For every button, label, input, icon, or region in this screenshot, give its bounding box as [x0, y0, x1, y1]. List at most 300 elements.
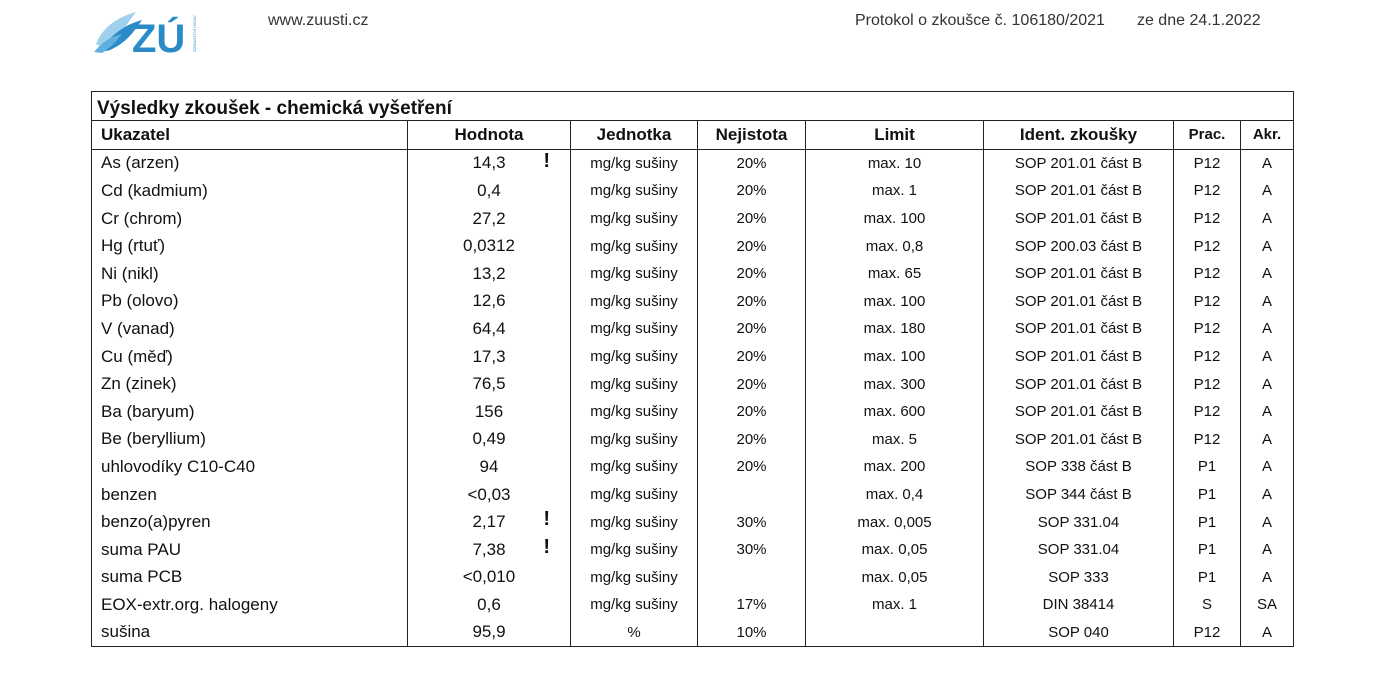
unit-cell-text: mg/kg sušiny [590, 375, 678, 393]
unit-cell-text: mg/kg sušiny [590, 210, 678, 228]
value-cell-text: 13,2 [472, 263, 506, 283]
uncertainty-cell [698, 343, 806, 371]
value-cell [408, 426, 571, 454]
test-id-cell-text: SOP 201.01 část B [1014, 210, 1143, 228]
workplace-cell-text: P12 [1193, 320, 1221, 338]
value-cell-text: 0,49 [472, 429, 506, 449]
limit-cell-text: max. 10 [867, 154, 922, 172]
limit-cell-text: max. 300 [863, 375, 926, 393]
uncertainty-cell-text: 20% [736, 458, 767, 476]
limit-cell [806, 398, 984, 426]
uncertainty-cell [698, 508, 806, 536]
test-id-cell-text: SOP 333 [1048, 568, 1109, 586]
unit-cell [571, 508, 698, 536]
indicator-cell-text: EOX-extr.org. halogeny [101, 594, 278, 614]
unit-cell-text: mg/kg sušiny [590, 458, 678, 476]
limit-cell-text: max. 0,8 [865, 237, 924, 255]
accreditation-cell-text: A [1261, 154, 1272, 172]
test-id-cell-text: SOP 201.01 část B [1014, 375, 1143, 393]
indicator-cell [92, 426, 408, 454]
uncertainty-cell [698, 564, 806, 592]
test-id-cell [984, 426, 1174, 454]
unit-cell [571, 591, 698, 619]
unit-cell [571, 288, 698, 316]
column-header: Prac. [1174, 121, 1241, 150]
test-id-cell [984, 508, 1174, 536]
unit-cell [571, 260, 698, 288]
accreditation-cell [1241, 453, 1294, 481]
accreditation-cell [1241, 536, 1294, 564]
unit-cell [571, 426, 698, 454]
indicator-cell [92, 564, 408, 592]
unit-cell [571, 481, 698, 509]
accreditation-cell [1241, 288, 1294, 316]
uncertainty-cell-text: 17% [736, 596, 767, 614]
column-header: Jednotka [571, 121, 698, 150]
indicator-cell [92, 453, 408, 481]
uncertainty-cell-text: 30% [736, 541, 767, 559]
limit-cell-text: max. 100 [863, 210, 926, 228]
table-row [92, 619, 1294, 647]
accreditation-cell-text: A [1261, 237, 1272, 255]
unit-cell-text: mg/kg sušiny [590, 513, 678, 531]
value-cell [408, 343, 571, 371]
accreditation-cell-text: A [1261, 182, 1272, 200]
indicator-cell [92, 232, 408, 260]
indicator-cell [92, 591, 408, 619]
limit-cell [806, 508, 984, 536]
limit-cell [806, 260, 984, 288]
limit-cell [806, 232, 984, 260]
indicator-cell-text: Hg (rtuť) [101, 236, 165, 256]
column-header: Ukazatel [92, 121, 408, 150]
workplace-cell [1174, 260, 1241, 288]
indicator-cell [92, 508, 408, 536]
test-id-cell-text: SOP 200.03 část B [1014, 237, 1143, 255]
indicator-cell [92, 481, 408, 509]
value-cell [408, 370, 571, 398]
limit-cell [806, 343, 984, 371]
value-cell-text: 76,5 [472, 374, 506, 394]
limit-cell [806, 370, 984, 398]
unit-cell [571, 536, 698, 564]
unit-cell-text: mg/kg sušiny [590, 348, 678, 366]
workplace-cell [1174, 536, 1241, 564]
limit-cell-text: max. 100 [863, 348, 926, 366]
test-id-cell [984, 536, 1174, 564]
limit-cell [806, 453, 984, 481]
svg-text:ZÚ: ZÚ [132, 17, 186, 58]
uncertainty-cell [698, 315, 806, 343]
uncertainty-cell [698, 481, 806, 509]
value-cell-text: 156 [474, 401, 504, 421]
test-id-cell [984, 481, 1174, 509]
unit-cell [571, 315, 698, 343]
indicator-cell [92, 288, 408, 316]
accreditation-cell-text: A [1261, 430, 1272, 448]
uncertainty-cell-text: 20% [736, 154, 767, 172]
table-row [92, 232, 1294, 260]
table-row [92, 508, 1294, 536]
unit-cell [571, 453, 698, 481]
test-id-cell [984, 370, 1174, 398]
value-cell-text: 7,38 [472, 539, 506, 559]
value-cell [408, 481, 571, 509]
uncertainty-cell [698, 370, 806, 398]
limit-cell-text: max. 1 [871, 182, 917, 200]
column-header: Limit [806, 121, 984, 150]
indicator-cell-text: suma PAU [101, 539, 181, 559]
table-row [92, 398, 1294, 426]
workplace-cell-text: P1 [1197, 541, 1217, 559]
accreditation-cell-text: A [1261, 320, 1272, 338]
uncertainty-cell-text: 20% [736, 210, 767, 228]
indicator-cell [92, 315, 408, 343]
unit-cell [571, 205, 698, 233]
workplace-cell-text: P12 [1193, 403, 1221, 421]
accreditation-cell-text: A [1261, 348, 1272, 366]
unit-cell [571, 232, 698, 260]
unit-cell-text: % [627, 623, 641, 641]
limit-cell [806, 591, 984, 619]
limit-cell [806, 177, 984, 205]
uncertainty-cell [698, 149, 806, 177]
accreditation-cell-text: A [1261, 486, 1272, 504]
unit-cell-text: mg/kg sušiny [590, 596, 678, 614]
workplace-cell-text: P12 [1193, 265, 1221, 283]
workplace-cell [1174, 343, 1241, 371]
accreditation-cell-text: A [1261, 375, 1272, 393]
accreditation-cell [1241, 232, 1294, 260]
unit-cell-text: mg/kg sušiny [590, 292, 678, 310]
value-cell-text: 2,17 [472, 512, 506, 532]
accreditation-cell [1241, 205, 1294, 233]
value-cell [408, 619, 571, 647]
limit-cell-text: max. 180 [863, 320, 926, 338]
value-cell-text: 64,4 [472, 318, 506, 338]
accreditation-cell-text: A [1261, 403, 1272, 421]
uncertainty-cell [698, 619, 806, 647]
uncertainty-cell-text: 20% [736, 265, 767, 283]
value-cell [408, 205, 571, 233]
unit-cell-text: mg/kg sušiny [590, 265, 678, 283]
unit-cell [571, 149, 698, 177]
indicator-cell [92, 177, 408, 205]
limit-cell-text: max. 5 [871, 430, 917, 448]
test-id-cell [984, 398, 1174, 426]
accreditation-cell-text: A [1261, 292, 1272, 310]
workplace-cell [1174, 481, 1241, 509]
value-cell-text: 27,2 [472, 208, 506, 228]
uncertainty-cell-text: 20% [736, 320, 767, 338]
workplace-cell [1174, 591, 1241, 619]
workplace-cell [1174, 205, 1241, 233]
protocol-header [855, 12, 1261, 30]
test-id-cell [984, 177, 1174, 205]
unit-cell-text: mg/kg sušiny [590, 237, 678, 255]
table-row [92, 288, 1294, 316]
limit-cell-text: max. 1 [871, 596, 917, 614]
workplace-cell [1174, 370, 1241, 398]
workplace-cell [1174, 426, 1241, 454]
table-row [92, 591, 1294, 619]
workplace-cell-text: S [1201, 596, 1212, 614]
protocol-date: ze dne 24.1.2022 [1136, 12, 1261, 29]
value-cell-text: <0,03 [467, 484, 511, 504]
table-row [92, 315, 1294, 343]
accreditation-cell [1241, 564, 1294, 592]
website-link[interactable]: www.zuusti.cz [268, 12, 369, 29]
value-cell-text: 14,3 [472, 153, 506, 173]
table-row [92, 149, 1294, 177]
indicator-cell [92, 205, 408, 233]
svg-text:ZDRAVOTNÍ ÚSTAV: ZDRAVOTNÍ ÚSTAV [192, 15, 197, 52]
test-id-cell-text: SOP 338 část B [1025, 458, 1132, 476]
test-id-cell [984, 149, 1174, 177]
indicator-cell [92, 398, 408, 426]
uncertainty-cell-text: 20% [736, 430, 767, 448]
workplace-cell-text: P12 [1193, 375, 1221, 393]
test-id-cell-text: SOP 331.04 [1037, 541, 1120, 559]
accreditation-cell [1241, 343, 1294, 371]
workplace-cell [1174, 177, 1241, 205]
test-id-cell [984, 564, 1174, 592]
limit-cell-text: max. 100 [863, 292, 926, 310]
uncertainty-cell [698, 232, 806, 260]
accreditation-cell-text: A [1261, 210, 1272, 228]
indicator-cell-text: uhlovodíky C10-C40 [101, 456, 256, 476]
test-id-cell [984, 619, 1174, 647]
results-table [91, 91, 1294, 647]
unit-cell [571, 619, 698, 647]
test-id-cell-text: SOP 201.01 část B [1014, 430, 1143, 448]
column-header: Ident. zkoušky [984, 121, 1174, 150]
limit-cell [806, 426, 984, 454]
workplace-cell [1174, 149, 1241, 177]
limit-cell-text: max. 0,4 [865, 486, 924, 504]
workplace-cell-text: P1 [1197, 486, 1217, 504]
workplace-cell-text: P12 [1193, 182, 1221, 200]
limit-cell-text: max. 65 [867, 265, 922, 283]
test-id-cell-text: SOP 344 část B [1025, 486, 1132, 504]
workplace-cell-text: P12 [1193, 210, 1221, 228]
test-id-cell [984, 343, 1174, 371]
accreditation-cell-text: A [1261, 541, 1272, 559]
accreditation-cell [1241, 508, 1294, 536]
table-row [92, 481, 1294, 509]
test-id-cell [984, 315, 1174, 343]
value-cell-text: 95,9 [472, 622, 506, 642]
accreditation-cell [1241, 370, 1294, 398]
unit-cell-text: mg/kg sušiny [590, 486, 678, 504]
limit-cell [806, 536, 984, 564]
value-cell [408, 564, 571, 592]
value-cell-text: 0,4 [477, 180, 501, 200]
limit-cell-text: max. 0,005 [857, 513, 932, 531]
value-cell-text: <0,010 [462, 567, 516, 587]
accreditation-cell-text: A [1261, 458, 1272, 476]
workplace-cell [1174, 315, 1241, 343]
limit-cell-text: max. 600 [863, 403, 926, 421]
accreditation-cell [1241, 260, 1294, 288]
indicator-cell-text: suma PCB [101, 567, 183, 587]
uncertainty-cell-text: 20% [736, 182, 767, 200]
column-header: Akr. [1241, 121, 1294, 150]
limit-cell [806, 564, 984, 592]
test-id-cell-text: DIN 38414 [1042, 596, 1115, 614]
accreditation-cell [1241, 481, 1294, 509]
indicator-cell [92, 536, 408, 564]
limit-cell [806, 149, 984, 177]
workplace-cell-text: P1 [1197, 513, 1217, 531]
workplace-cell-text: P1 [1197, 568, 1217, 586]
uncertainty-cell-text: 20% [736, 375, 767, 393]
limit-cell [806, 315, 984, 343]
uncertainty-cell [698, 260, 806, 288]
limit-cell [806, 619, 984, 647]
workplace-cell-text: P12 [1193, 623, 1221, 641]
indicator-cell-text: V (vanad) [101, 318, 175, 338]
limit-exceeded-flag: ! [543, 149, 550, 172]
column-header: Nejistota [698, 121, 806, 150]
value-cell [408, 260, 571, 288]
accreditation-cell [1241, 591, 1294, 619]
accreditation-cell [1241, 177, 1294, 205]
unit-cell-text: mg/kg sušiny [590, 403, 678, 421]
test-id-cell-text: SOP 331.04 [1037, 513, 1120, 531]
uncertainty-cell [698, 536, 806, 564]
unit-cell-text: mg/kg sušiny [590, 182, 678, 200]
limit-cell-text: max. 0,05 [861, 541, 928, 559]
protocol-number: Protokol o zkoušce č. 106180/2021 [855, 12, 1105, 29]
test-id-cell [984, 260, 1174, 288]
workplace-cell [1174, 564, 1241, 592]
test-id-cell-text: SOP 201.01 část B [1014, 348, 1143, 366]
indicator-cell [92, 149, 408, 177]
accreditation-cell [1241, 426, 1294, 454]
uncertainty-cell [698, 205, 806, 233]
uncertainty-cell-text: 20% [736, 403, 767, 421]
accreditation-cell [1241, 315, 1294, 343]
table-row [92, 564, 1294, 592]
unit-cell-text: mg/kg sušiny [590, 568, 678, 586]
indicator-cell-text: Ba (baryum) [101, 401, 195, 421]
table-row [92, 260, 1294, 288]
limit-exceeded-flag: ! [543, 508, 550, 531]
indicator-cell-text: Cu (měď) [101, 346, 173, 366]
unit-cell [571, 370, 698, 398]
limit-cell [806, 205, 984, 233]
uncertainty-cell-text: 20% [736, 348, 767, 366]
value-cell [408, 177, 571, 205]
zu-logo [92, 6, 202, 58]
test-id-cell [984, 591, 1174, 619]
value-cell [408, 232, 571, 260]
test-id-cell-text: SOP 201.01 část B [1014, 292, 1143, 310]
indicator-cell-text: benzo(a)pyren [101, 512, 211, 532]
test-id-cell [984, 205, 1174, 233]
uncertainty-cell [698, 426, 806, 454]
unit-cell-text: mg/kg sušiny [590, 430, 678, 448]
limit-exceeded-flag: ! [543, 535, 550, 558]
workplace-cell-text: P12 [1193, 154, 1221, 172]
table-title: Výsledky zkoušek - chemická vyšetření [97, 98, 452, 119]
table-row [92, 453, 1294, 481]
workplace-cell-text: P12 [1193, 237, 1221, 255]
uncertainty-cell-text: 30% [736, 513, 767, 531]
test-id-cell-text: SOP 201.01 část B [1014, 154, 1143, 172]
workplace-cell-text: P12 [1193, 430, 1221, 448]
accreditation-cell [1241, 619, 1294, 647]
limit-cell-text: max. 200 [863, 458, 926, 476]
uncertainty-cell-text: 20% [736, 292, 767, 310]
value-cell [408, 536, 571, 564]
limit-cell-text: max. 0,05 [861, 568, 928, 586]
value-cell-text: 17,3 [472, 346, 506, 366]
table-header-row [92, 121, 1294, 150]
unit-cell [571, 177, 698, 205]
indicator-cell-text: sušina [101, 622, 151, 642]
uncertainty-cell [698, 591, 806, 619]
indicator-cell-text: Pb (olovo) [101, 291, 179, 311]
value-cell [408, 315, 571, 343]
unit-cell [571, 564, 698, 592]
indicator-cell [92, 370, 408, 398]
workplace-cell [1174, 453, 1241, 481]
unit-cell [571, 343, 698, 371]
value-cell-text: 94 [479, 456, 499, 476]
test-id-cell [984, 232, 1174, 260]
indicator-cell-text: Ni (nikl) [101, 263, 159, 283]
value-cell [408, 288, 571, 316]
limit-cell [806, 481, 984, 509]
column-header: Hodnota [408, 121, 571, 150]
table-row [92, 426, 1294, 454]
workplace-cell [1174, 398, 1241, 426]
indicator-cell-text: Cd (kadmium) [101, 180, 208, 200]
indicator-cell [92, 619, 408, 647]
value-cell [408, 508, 571, 536]
accreditation-cell-text: A [1261, 568, 1272, 586]
uncertainty-cell [698, 453, 806, 481]
workplace-cell-text: P12 [1193, 292, 1221, 310]
workplace-cell [1174, 288, 1241, 316]
limit-cell [806, 288, 984, 316]
test-id-cell [984, 453, 1174, 481]
test-id-cell-text: SOP 201.01 část B [1014, 320, 1143, 338]
workplace-cell [1174, 508, 1241, 536]
value-cell-text: 0,6 [477, 594, 501, 614]
unit-cell-text: mg/kg sušiny [590, 320, 678, 338]
indicator-cell-text: Cr (chrom) [101, 208, 183, 228]
unit-cell-text: mg/kg sušiny [590, 541, 678, 559]
test-id-cell [984, 288, 1174, 316]
unit-cell [571, 398, 698, 426]
indicator-cell-text: benzen [101, 484, 157, 504]
indicator-cell-text: Be (beryllium) [101, 429, 206, 449]
value-cell-text: 0,0312 [463, 236, 515, 256]
accreditation-cell [1241, 398, 1294, 426]
accreditation-cell [1241, 149, 1294, 177]
indicator-cell-text: As (arzen) [101, 153, 180, 173]
table-row [92, 536, 1294, 564]
test-id-cell-text: SOP 201.01 část B [1014, 265, 1143, 283]
indicator-cell-text: Zn (zinek) [101, 374, 177, 394]
table-row [92, 177, 1294, 205]
value-cell [408, 453, 571, 481]
uncertainty-cell [698, 177, 806, 205]
workplace-cell-text: P1 [1197, 458, 1217, 476]
